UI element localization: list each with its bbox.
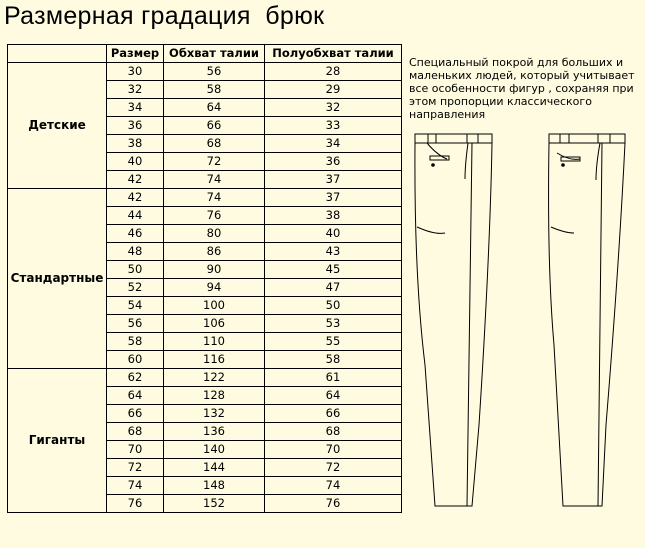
half-waist-cell: 58	[265, 351, 402, 369]
waist-cell: 68	[164, 135, 265, 153]
table-row	[8, 63, 402, 81]
trousers-back-view	[549, 134, 625, 506]
side-pocket-left	[430, 156, 449, 160]
waist-cell: 136	[164, 423, 265, 441]
leg-outline-right	[549, 143, 625, 506]
half-waist-cell: 55	[265, 333, 402, 351]
waist-cell: 90	[164, 261, 265, 279]
size-cell: 40	[107, 153, 164, 171]
size-cell: 72	[107, 459, 164, 477]
group-label: Детские	[8, 63, 107, 189]
size-cell: 44	[107, 207, 164, 225]
half-waist-cell: 38	[265, 207, 402, 225]
half-waist-cell: 43	[265, 243, 402, 261]
page-title: Размерная градация брюк	[4, 2, 325, 30]
size-cell: 52	[107, 279, 164, 297]
size-cell: 34	[107, 99, 164, 117]
pocket-right	[557, 153, 580, 159]
waist-cell: 148	[164, 477, 265, 495]
size-cell: 56	[107, 315, 164, 333]
half-waist-cell: 68	[265, 423, 402, 441]
half-waist-cell: 61	[265, 369, 402, 387]
header-blank-cell	[8, 45, 107, 63]
waist-cell: 58	[164, 81, 265, 99]
half-waist-cell: 34	[265, 135, 402, 153]
waist-cell: 76	[164, 207, 265, 225]
waist-cell: 74	[164, 189, 265, 207]
size-cell: 76	[107, 495, 164, 513]
waist-cell: 80	[164, 225, 265, 243]
size-cell: 74	[107, 477, 164, 495]
description-text: Специальный покрой для больших и маленьких людей, который учитывает все особенности фигур , сохраняя при этом пропорции классического направления	[409, 56, 635, 121]
waist-cell: 72	[164, 153, 265, 171]
crease-left	[467, 143, 472, 506]
size-cell: 50	[107, 261, 164, 279]
half-waist-cell: 32	[265, 99, 402, 117]
half-waist-cell: 29	[265, 81, 402, 99]
waist-cell: 122	[164, 369, 265, 387]
half-waist-cell: 70	[265, 441, 402, 459]
button-left	[432, 164, 435, 167]
size-cell: 48	[107, 243, 164, 261]
waist-cell: 110	[164, 333, 265, 351]
waist-cell: 116	[164, 351, 265, 369]
waist-cell: 152	[164, 495, 265, 513]
waist-cell: 144	[164, 459, 265, 477]
size-cell: 42	[107, 189, 164, 207]
button-right	[562, 164, 565, 167]
half-waist-cell: 33	[265, 117, 402, 135]
size-cell: 62	[107, 369, 164, 387]
size-cell: 30	[107, 63, 164, 81]
half-waist-cell: 45	[265, 261, 402, 279]
group-label: Гиганты	[8, 369, 107, 513]
table-row	[8, 189, 402, 207]
size-cell: 36	[107, 117, 164, 135]
trousers-front-view	[415, 134, 492, 506]
trousers-illustration	[405, 125, 641, 515]
waistband-left	[415, 134, 492, 143]
size-cell: 38	[107, 135, 164, 153]
half-waist-cell: 74	[265, 477, 402, 495]
size-cell: 60	[107, 351, 164, 369]
half-waist-cell: 50	[265, 297, 402, 315]
half-waist-cell: 47	[265, 279, 402, 297]
table-row	[8, 369, 402, 387]
fly-right	[596, 143, 600, 180]
half-waist-cell: 76	[265, 495, 402, 513]
waist-cell: 56	[164, 63, 265, 81]
size-cell: 66	[107, 405, 164, 423]
size-table	[7, 44, 402, 513]
waist-cell: 128	[164, 387, 265, 405]
belt-loops-left	[428, 134, 478, 143]
half-waist-cell: 66	[265, 405, 402, 423]
size-cell: 42	[107, 171, 164, 189]
header-half-waist: Полуобхват талии	[265, 45, 402, 63]
waist-cell: 86	[164, 243, 265, 261]
waist-cell: 132	[164, 405, 265, 423]
header-size: Размер	[107, 45, 164, 63]
crease-right	[598, 143, 602, 506]
size-cell: 46	[107, 225, 164, 243]
size-cell: 58	[107, 333, 164, 351]
belt-loops-right	[560, 134, 610, 143]
half-waist-cell: 36	[265, 153, 402, 171]
table-header-row	[8, 45, 402, 63]
half-waist-cell: 28	[265, 63, 402, 81]
header-waist: Обхват талии	[164, 45, 265, 63]
waist-cell: 106	[164, 315, 265, 333]
leg-outline-left	[415, 143, 492, 506]
group-label: Стандартные	[8, 189, 107, 369]
half-waist-cell: 64	[265, 387, 402, 405]
size-table-body	[8, 45, 402, 513]
waist-cell: 64	[164, 99, 265, 117]
size-cell: 68	[107, 423, 164, 441]
waist-cell: 74	[164, 171, 265, 189]
half-waist-cell: 72	[265, 459, 402, 477]
half-waist-cell: 53	[265, 315, 402, 333]
waist-cell: 94	[164, 279, 265, 297]
half-waist-cell: 40	[265, 225, 402, 243]
waist-cell: 66	[164, 117, 265, 135]
size-cell: 32	[107, 81, 164, 99]
half-waist-cell: 37	[265, 189, 402, 207]
fold-left	[417, 227, 445, 233]
waist-cell: 100	[164, 297, 265, 315]
size-cell: 64	[107, 387, 164, 405]
waist-cell: 140	[164, 441, 265, 459]
size-cell: 54	[107, 297, 164, 315]
fold-right	[551, 227, 574, 233]
fly-left	[465, 143, 468, 179]
half-waist-cell: 37	[265, 171, 402, 189]
size-cell: 70	[107, 441, 164, 459]
